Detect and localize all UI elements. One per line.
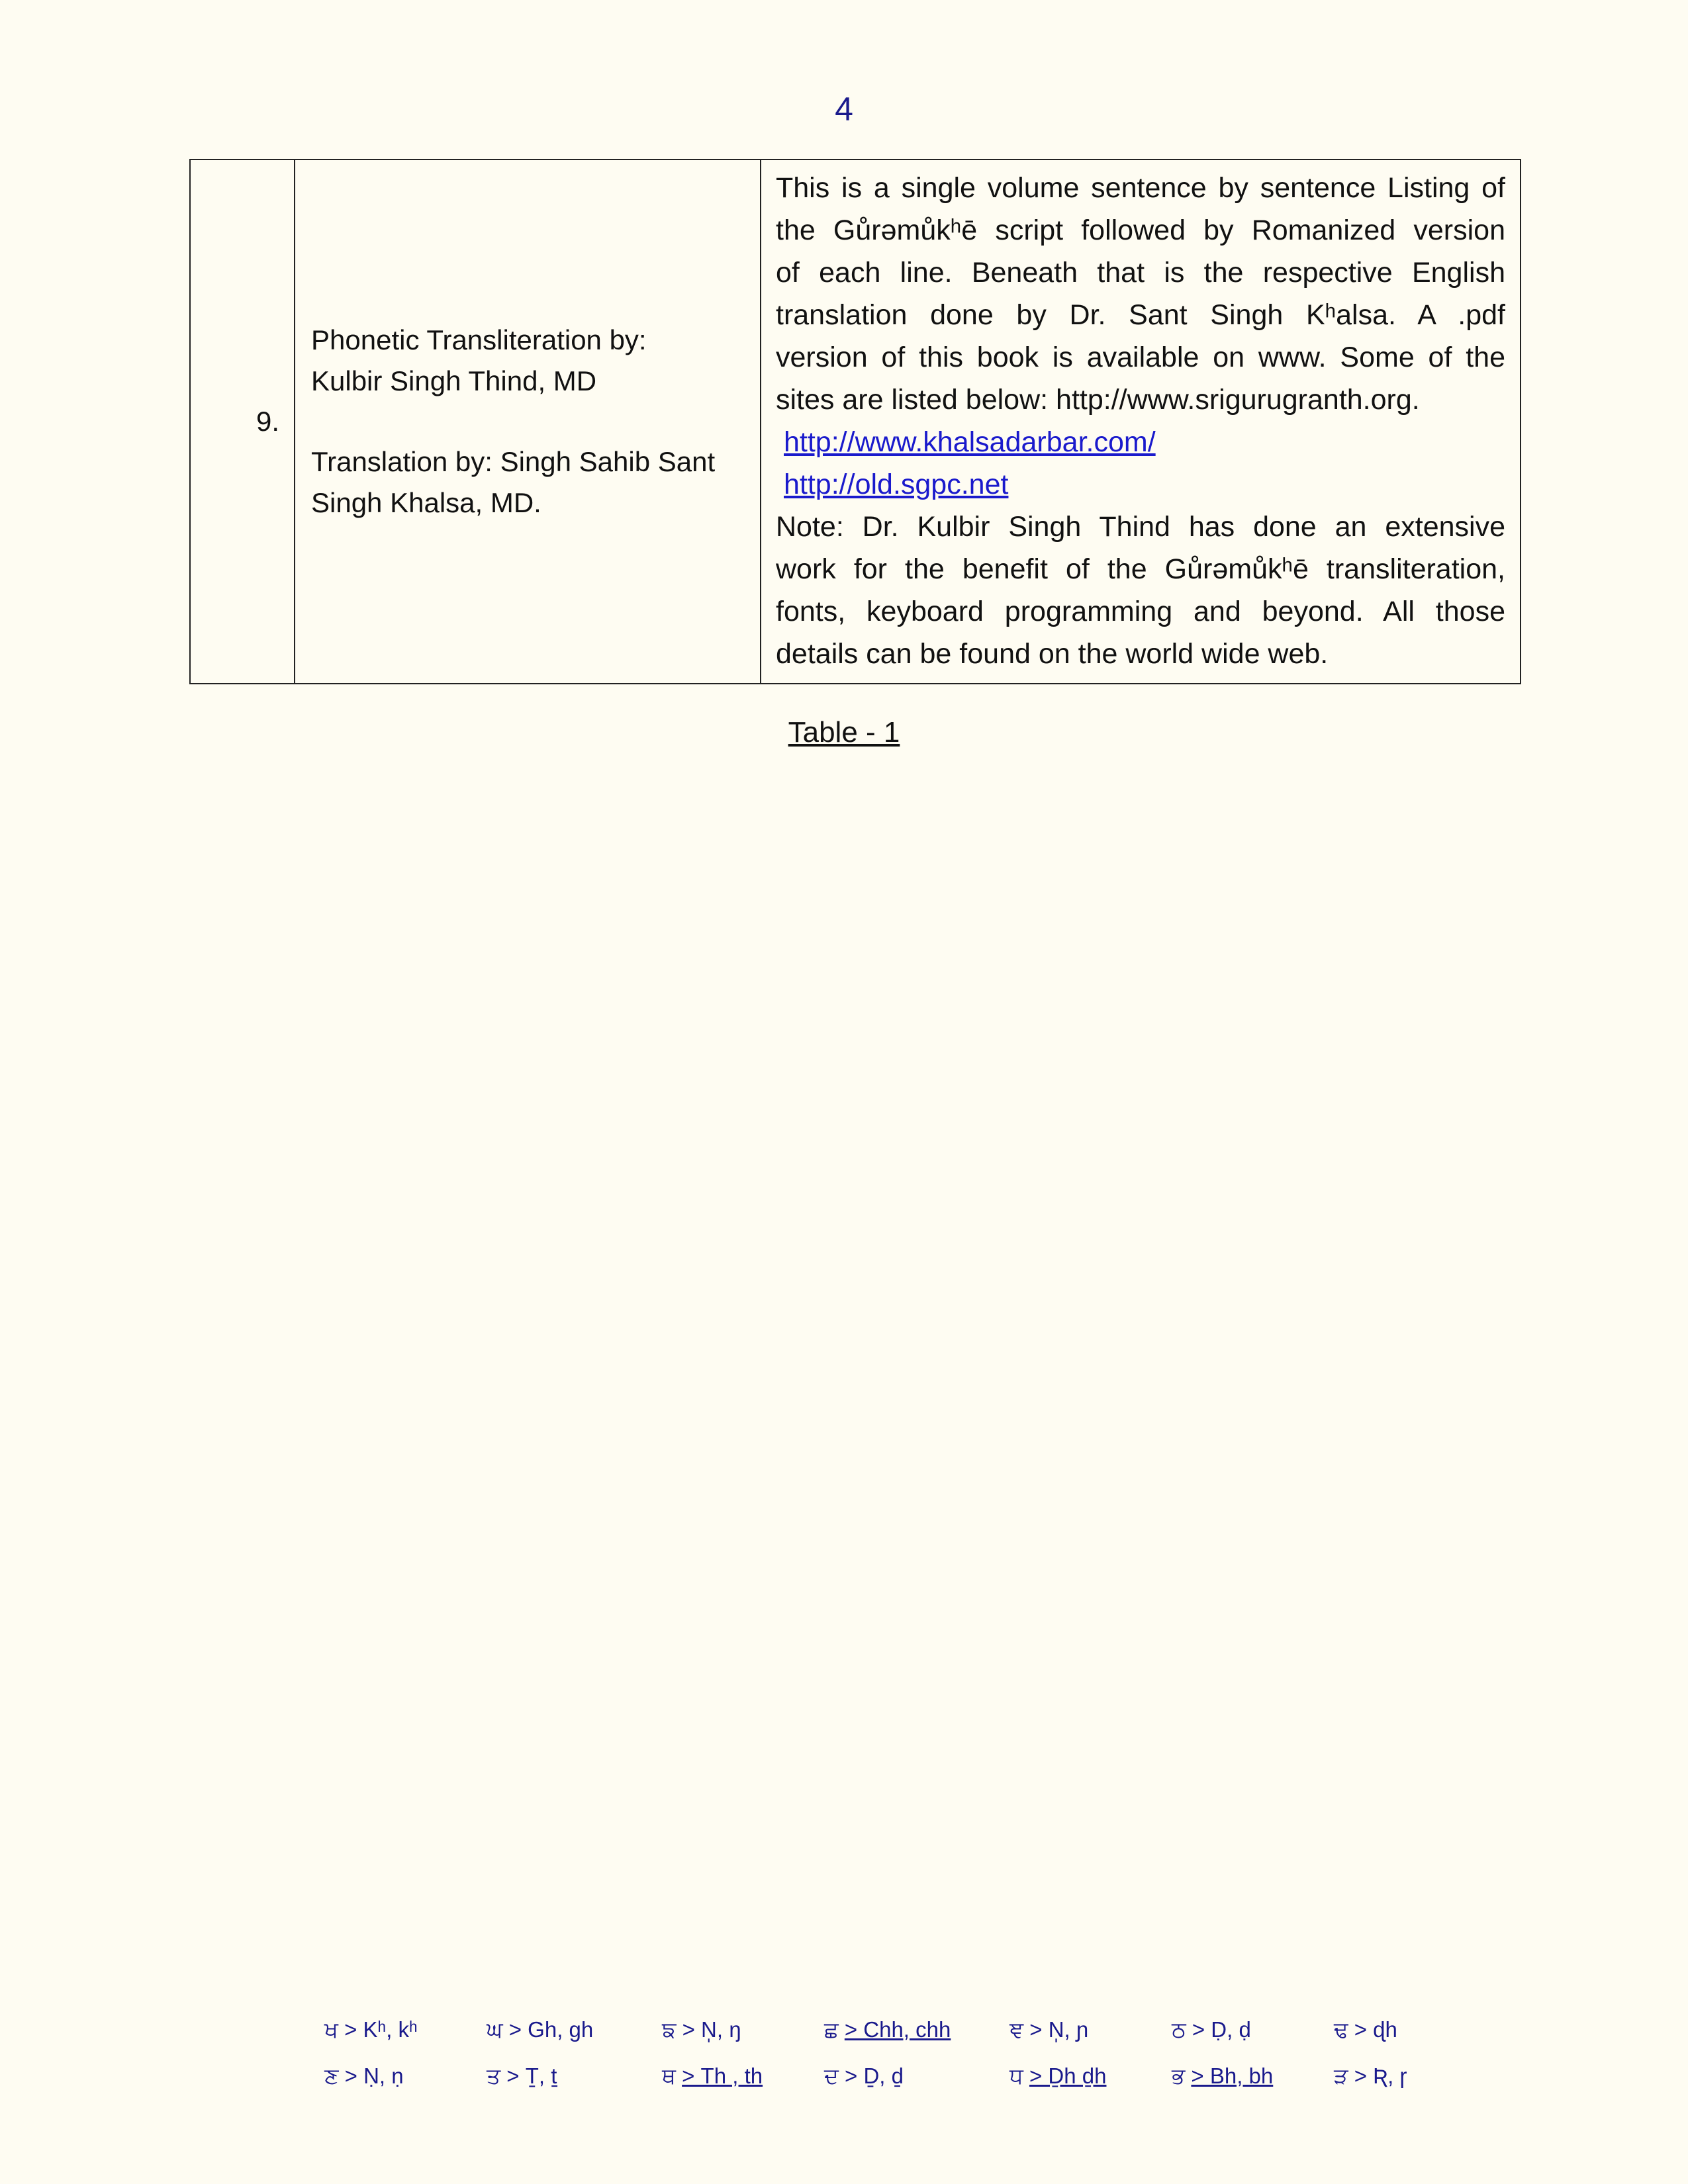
legend-item	[1172, 2064, 1273, 2089]
description-line: translation done by Dr. Sant Singh Kʰalsa. A .pdf	[776, 299, 1505, 331]
legend-mapping: > ɖh	[1354, 2017, 1397, 2042]
gurmukhi-glyph: ਦ	[824, 2064, 839, 2088]
legend-row-1	[324, 2017, 1450, 2064]
gurmukhi-glyph: ਛ	[824, 2017, 839, 2042]
gurmukhi-glyph: ਠ	[1172, 2017, 1186, 2042]
legend-mapping: > Ḏh ḏh	[1029, 2064, 1107, 2088]
description-line: This is a single volume sentence by sentence Listing of	[776, 172, 1505, 204]
note-line: fonts, keyboard programming and beyond. All those	[776, 596, 1505, 627]
gurmukhi-glyph: ਖ	[324, 2017, 338, 2042]
gurmukhi-glyph: ਤ	[487, 2064, 501, 2088]
description-line: version of this book is available on www. Some of the	[776, 341, 1505, 373]
legend-mapping: > Ḍ, ḍ	[1192, 2017, 1251, 2042]
legend-item	[824, 2017, 951, 2043]
gurmukhi-glyph: ਥ	[662, 2064, 676, 2088]
description-cell	[761, 159, 1521, 684]
table-caption: Table - 1	[788, 716, 900, 749]
note-line: Note: Dr. Kulbir Singh Thind has done an extensive	[776, 511, 1505, 543]
legend-mapping: > Ḏ, ḏ	[845, 2064, 904, 2088]
gurmukhi-glyph: ਢ	[1334, 2017, 1348, 2042]
legend-item	[1334, 2064, 1407, 2089]
table-row	[190, 159, 1521, 684]
legend-mapping: > Ṯ, ṯ	[506, 2064, 557, 2088]
legend-mapping: > Ʀ, ɼ	[1354, 2064, 1407, 2088]
transliteration-legend	[324, 2017, 1450, 2110]
legend-item	[1009, 2017, 1088, 2043]
row-number: 9.	[256, 406, 279, 437]
legend-item	[324, 2064, 404, 2089]
note-line: details can be found on the world wide web.	[776, 638, 1329, 670]
description-line: sites are listed below: http://www.srigurugranth.org.	[776, 384, 1420, 416]
legend-mapping: > Th , th	[682, 2064, 763, 2088]
legend-mapping: > Kʰ, kʰ	[344, 2017, 418, 2042]
content-table	[189, 159, 1521, 684]
legend-mapping: > Ṇ, ṇ	[344, 2064, 404, 2088]
legend-item	[1172, 2017, 1251, 2043]
legend-item	[324, 2017, 418, 2043]
legend-item	[1334, 2017, 1397, 2043]
legend-mapping: > Gh, gh	[508, 2017, 594, 2042]
description-line: the Gůrəmůkʰē script followed by Romanized version	[776, 214, 1505, 246]
gurmukhi-glyph: ਭ	[1172, 2064, 1186, 2088]
legend-item	[662, 2064, 763, 2089]
legend-mapping: > N̩, ɲ	[1029, 2017, 1089, 2042]
legend-mapping: > N̩, ŋ	[682, 2017, 741, 2042]
legend-item	[662, 2017, 741, 2043]
gurmukhi-glyph: ਘ	[487, 2017, 503, 2042]
gurmukhi-glyph: ਙ	[662, 2017, 677, 2042]
khalsadarbar-link[interactable]: http://www.khalsadarbar.com/	[784, 426, 1156, 458]
note-line: work for the benefit of the Gůrəmůkʰē transliteration,	[776, 553, 1505, 585]
legend-mapping: > Bh, bh	[1191, 2064, 1274, 2088]
credits-cell	[295, 159, 761, 684]
legend-item	[1009, 2064, 1106, 2089]
legend-item	[824, 2064, 904, 2089]
gurmukhi-glyph: ੜ	[1334, 2064, 1348, 2088]
translation-credit-line1: Translation by: Singh Sahib Sant	[311, 446, 716, 477]
gurmukhi-glyph: ਣ	[324, 2064, 339, 2088]
legend-item	[487, 2017, 593, 2043]
legend-mapping: > Chh, chh	[844, 2017, 951, 2042]
gurmukhi-glyph: ਞ	[1009, 2017, 1024, 2042]
page-number: 4	[835, 91, 853, 128]
gurmukhi-glyph: ਧ	[1009, 2064, 1023, 2088]
transliteration-credit-line2: Kulbir Singh Thind, MD	[311, 365, 597, 396]
translation-credit-line2: Singh Khalsa, MD.	[311, 487, 541, 518]
row-number-cell	[190, 159, 295, 684]
sgpc-link[interactable]: http://old.sgpc.net	[784, 469, 1009, 500]
legend-item	[487, 2064, 557, 2089]
transliteration-credit-line1: Phonetic Transliteration by:	[311, 324, 647, 355]
legend-row-2	[324, 2064, 1450, 2110]
description-line: of each line. Beneath that is the respective English	[776, 257, 1505, 289]
